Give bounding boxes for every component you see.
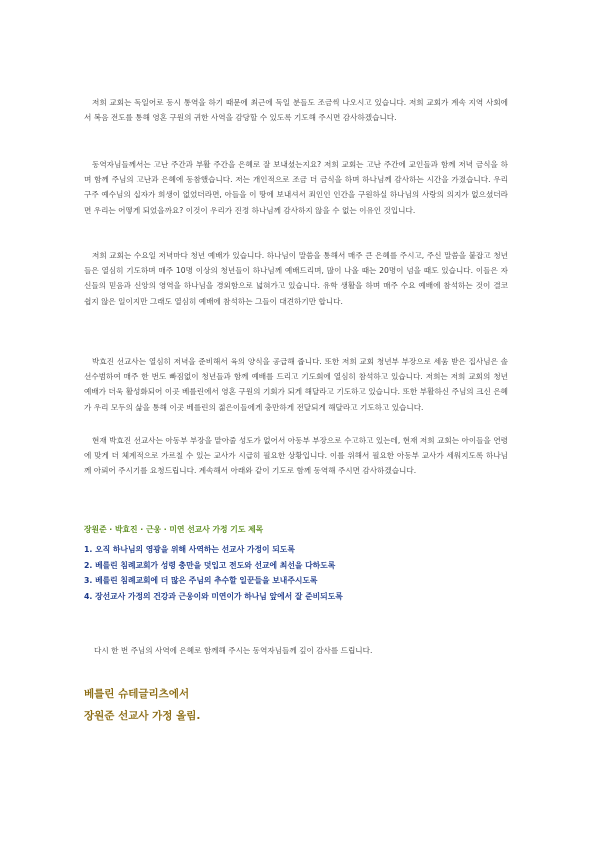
prayer-requests-title: 장원준 · 박효진 · 근웅 · 미연 선교사 가정 기도 제목 (84, 525, 264, 534)
prayer-item: 4. 장선교사 가정의 건강과 근웅이와 미연이가 하나님 앞에서 잘 준비되도록 (84, 591, 343, 601)
paragraph-church-interpretation: 저희 교회는 독일어로 동시 통역을 하기 때문에 최근에 독일 분들도 조금씩 나오시고 있습니다. 저희 교회가 계속 지역 사회에서 복음 전도를 통해 영혼 구원의 귀한 사역을 감당할 수 있도록 기도해 주시면 감사하겠습니다. (84, 98, 508, 123)
closing-thanks: 다시 한 번 주님의 사역에 은혜로 함께해 주시는 동역자님들께 깊이 감사를 드립니다. (94, 646, 373, 655)
paragraph-children-ministry: 현재 박효진 선교사는 아동부 부장을 맡아줄 성도가 없어서 아동부 부장으로 수고하고 있는데, 현재 저희 교회는 아이들을 연령에 맞게 더 체계적으로 가르칠 수 있는 교사가 시급히 필요한 상황입니다. 이를 위해서 필요한 아동부 교사가 세워지도록 하나님께 아뢰어 주시기를 요청드립니다. 계속해서 아래와 같이 기도로 함께 동역해 주시면 감사하겠습니다. (84, 436, 508, 476)
prayer-item: 1. 오직 하나님의 영광을 위해 사역하는 선교사 가정이 되도록 (84, 545, 295, 554)
signature-location: 베를린 슈테글리츠에서 (84, 688, 190, 700)
paragraph-youth-service: 저희 교회는 수요일 저녁마다 청년 예배가 있습니다. 하나님이 말씀을 통해서 매주 큰 은혜를 주시고, 주신 말씀을 붙잡고 청년들은 열심히 기도하며 매주 10명 이상의 청년들이 하나님께 예배드리며, 많이 나올 때는 20명이 넘을 때도 있습니다. 이들은 자신들의 믿음과 신앙의 영역을 하나님을 경외함으로 넓혀가고 있습니다. 유학 생활을 하며 매주 수요 예배에 참석하는 것이 결코 쉽지 않은 일이지만 그래도 열심히 예배에 참석하는 그들이 대견하기만 합니다. (84, 251, 508, 306)
prayer-item: 2. 베를린 침례교회가 성령 충만을 덧입고 전도와 선교에 최선을 다하도록 (84, 560, 336, 570)
signature-sender: 장원준 선교사 가정 올림. (84, 710, 201, 722)
prayer-item: 3. 베를린 침례교회에 더 많은 주님의 추수할 일꾼들을 보내주시도록 (84, 576, 318, 585)
paragraph-youth-ministry: 박효진 선교사는 열심히 저녁을 준비해서 육의 양식을 공급해 줍니다. 또한 저희 교회 청년부 부장으로 세움 받은 집사님은 솔선수범하여 매주 한 번도 빠짐없이 청년들과 함께 예배를 드리고 기도회에 열심히 참석하고 있습니다. 저희는 저희 교회의 청년 예배가 더욱 활성화되어 이곳 베를린에서 영혼 구원의 기회가 되게 해달라고 기도하고 있습니다. 또한 부활하신 주님의 크신 은혜가 우리 모두의 삶을 통해 이곳 베를린의 젊은이들에게 충만하게 전달되게 해달라고 기도하고 있습니다. (84, 357, 508, 412)
prayer-requests-list (84, 542, 514, 604)
paragraph-easter-week: 동역자님들께서는 고난 주간과 부활 주간을 은혜로 잘 보내셨는지요? 저희 교회는 고난 주간에 교인들과 함께 저녁 금식을 하며 함께 주님의 고난과 은혜에 동참했습니다. 저는 개인적으로 조금 더 금식을 하며 하나님께 감사하는 시간을 가졌습니다. 우리 구주 예수님의 십자가 희생이 없었더라면, 아들을 이 땅에 보내셔서 죄인인 인간을 구원하실 하나님의 사랑의 의지가 없으셨더라면 우리는 어떻게 되었을까요? 이것이 우리가 진정 하나님께 감사하지 않을 수 없는 이유인 것입니다. (84, 160, 508, 215)
